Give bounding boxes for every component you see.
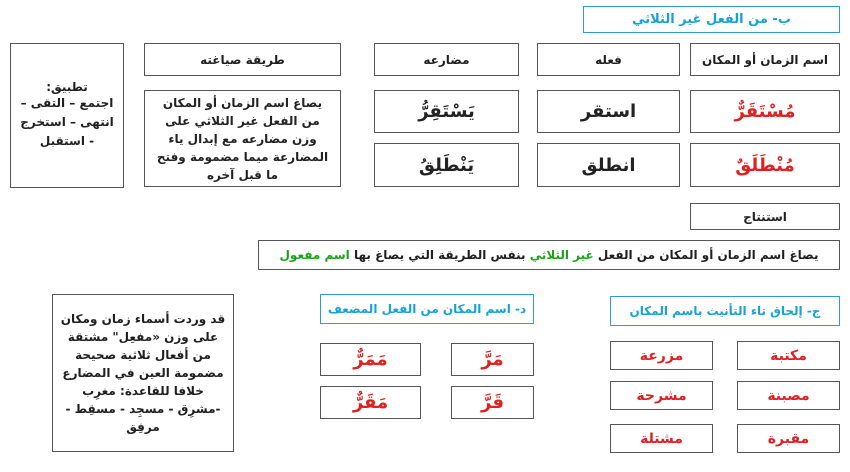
j-word-4: مشرحة xyxy=(610,381,713,410)
row2-verb: انطلق xyxy=(537,143,680,187)
j-word-2: مزرعة xyxy=(610,341,713,370)
method-description: يصاغ اسم الزمان أو المكان من الفعل غير الثلاثي على وزن مضارعه مع إبدال ياء المضارعة ميما مضمومة وفتح ما قبل آخره xyxy=(144,90,341,187)
row2-noun: مُنْطَلَقٌ xyxy=(690,143,840,187)
header-verb: فعله xyxy=(537,43,680,76)
section-b-title: ب- من الفعل غير الثلاثي xyxy=(583,6,840,33)
section-j-title: ج- إلحاق تاء التأنيث باسم المكان xyxy=(610,296,840,326)
application-label: تطبيق: xyxy=(46,80,88,94)
row1-noun: مُسْتَقَرٌّ xyxy=(690,90,840,133)
d-word-2: مَمَرٌّ xyxy=(320,343,421,376)
j-word-1: مكتبة xyxy=(737,341,840,370)
conclusion-box: يصاغ اسم الزمان أو المكان من الفعل غير الثلاثي بنفس الطريقة التي يصاغ بها اسم مفعول xyxy=(258,240,840,270)
d-word-1: مَرَّ xyxy=(451,343,534,376)
header-method: طريقة صياغته xyxy=(144,43,341,76)
header-present: مضارعه xyxy=(374,43,519,76)
d-word-3: قَرَّ xyxy=(451,386,534,419)
d-word-4: مَقَرٌّ xyxy=(320,386,421,419)
section-d-title: د- اسم المكان من الفعل المضعف xyxy=(320,294,534,324)
row1-verb: استقر xyxy=(537,90,680,133)
header-noun: اسم الزمان أو المكان xyxy=(690,43,840,76)
note-box: قد وردت أسماء زمان ومكان على وزن «مفعِل" مشتقة من أفعال ثلاثية صحيحة مضمومة العين في المضارع خلافا للقاعدة: مغرِب -مشرِق - مسجِد - مسقِط - مرفِق xyxy=(52,294,234,452)
row1-present: يَسْتَقِرُّ xyxy=(374,90,519,133)
conclusion-label: استنتاج xyxy=(690,203,840,230)
j-word-3: مصبنة xyxy=(737,381,840,410)
j-word-5: مقبرة xyxy=(737,424,840,453)
application-text: اجتمع – التقى – انتهى – استخرج - استقبل xyxy=(20,96,114,148)
j-word-6: مشتلة xyxy=(610,424,713,453)
row2-present: يَنْطَلِقُ xyxy=(374,143,519,187)
application-box xyxy=(10,43,124,188)
